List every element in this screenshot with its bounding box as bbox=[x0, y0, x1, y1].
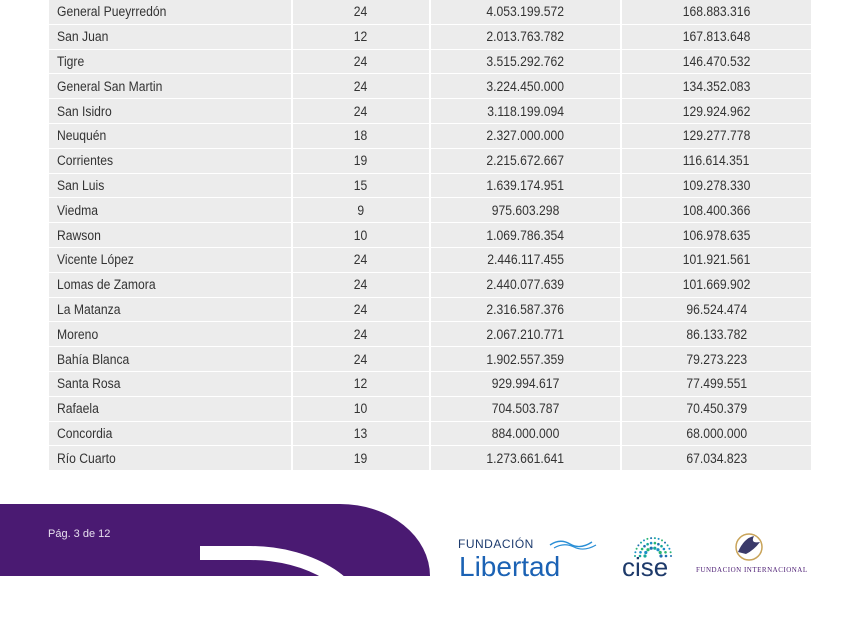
cell-months: 19 bbox=[293, 446, 429, 471]
table-row bbox=[49, 99, 811, 124]
logo1-line1: FUNDACIÓN bbox=[458, 537, 534, 551]
cell-months: 24 bbox=[293, 50, 429, 75]
cell-months: 19 bbox=[293, 149, 429, 174]
cell-months: 12 bbox=[293, 372, 429, 397]
table-row bbox=[49, 347, 811, 372]
cell-monthly: 108.400.366 bbox=[622, 198, 811, 223]
cell-city: Santa Rosa bbox=[49, 372, 291, 397]
cell-monthly: 134.352.083 bbox=[622, 74, 811, 99]
cell-total: 2.440.077.639 bbox=[431, 273, 620, 298]
cell-total: 704.503.787 bbox=[431, 397, 620, 422]
cell-total: 2.446.117.455 bbox=[431, 248, 620, 273]
cell-city: San Juan bbox=[49, 25, 291, 50]
cell-total: 2.316.587.376 bbox=[431, 298, 620, 323]
table-row bbox=[49, 124, 811, 149]
cell-city: Vicente López bbox=[49, 248, 291, 273]
cell-total: 3.224.450.000 bbox=[431, 74, 620, 99]
cell-monthly: 77.499.551 bbox=[622, 372, 811, 397]
cell-months: 15 bbox=[293, 174, 429, 199]
data-table bbox=[47, 0, 813, 471]
cell-months: 12 bbox=[293, 25, 429, 50]
table-row bbox=[49, 422, 811, 447]
table-row bbox=[49, 446, 811, 471]
fundacion-libertad-logo bbox=[458, 534, 608, 582]
bird-emblem-icon bbox=[724, 530, 774, 564]
cell-monthly: 116.614.351 bbox=[622, 149, 811, 174]
cell-months: 24 bbox=[293, 74, 429, 99]
cell-months: 24 bbox=[293, 347, 429, 372]
cell-city: San Luis bbox=[49, 174, 291, 199]
table-row bbox=[49, 248, 811, 273]
cell-monthly: 67.034.823 bbox=[622, 446, 811, 471]
cell-city: Bahía Blanca bbox=[49, 347, 291, 372]
table-row bbox=[49, 74, 811, 99]
data-table-container bbox=[49, 0, 809, 471]
cell-monthly: 79.273.223 bbox=[622, 347, 811, 372]
cell-total: 2.013.763.782 bbox=[431, 25, 620, 50]
table-row bbox=[49, 174, 811, 199]
cell-total: 1.902.557.359 bbox=[431, 347, 620, 372]
cell-months: 24 bbox=[293, 273, 429, 298]
cise-logo bbox=[620, 530, 686, 582]
cell-city: Concordia bbox=[49, 422, 291, 447]
table-row bbox=[49, 223, 811, 248]
cell-months: 9 bbox=[293, 198, 429, 223]
cell-total: 2.215.672.667 bbox=[431, 149, 620, 174]
cell-months: 24 bbox=[293, 99, 429, 124]
cell-city: Corrientes bbox=[49, 149, 291, 174]
cell-months: 24 bbox=[293, 0, 429, 25]
cell-total: 884.000.000 bbox=[431, 422, 620, 447]
cell-months: 13 bbox=[293, 422, 429, 447]
cell-monthly: 101.669.902 bbox=[622, 273, 811, 298]
cell-monthly: 129.924.962 bbox=[622, 99, 811, 124]
cell-city: Río Cuarto bbox=[49, 446, 291, 471]
cell-city: Neuquén bbox=[49, 124, 291, 149]
cell-monthly: 129.277.778 bbox=[622, 124, 811, 149]
cell-total: 1.069.786.354 bbox=[431, 223, 620, 248]
cell-total: 929.994.617 bbox=[431, 372, 620, 397]
cell-months: 24 bbox=[293, 248, 429, 273]
table-row bbox=[49, 298, 811, 323]
cell-monthly: 96.524.474 bbox=[622, 298, 811, 323]
table-row bbox=[49, 322, 811, 347]
cell-city: General Pueyrredón bbox=[49, 0, 291, 25]
cell-monthly: 68.000.000 bbox=[622, 422, 811, 447]
table-row bbox=[49, 397, 811, 422]
cell-total: 2.327.000.000 bbox=[431, 124, 620, 149]
logo1-line2: Libertad bbox=[459, 551, 561, 582]
table-body bbox=[49, 0, 811, 471]
cell-months: 18 bbox=[293, 124, 429, 149]
cell-total: 3.515.292.762 bbox=[431, 50, 620, 75]
table-row bbox=[49, 273, 811, 298]
cell-monthly: 101.921.561 bbox=[622, 248, 811, 273]
cell-city: La Matanza bbox=[49, 298, 291, 323]
cell-city: Moreno bbox=[49, 322, 291, 347]
cell-city: Rawson bbox=[49, 223, 291, 248]
cell-total: 975.603.298 bbox=[431, 198, 620, 223]
logo2-text: cise bbox=[622, 552, 669, 582]
table-row bbox=[49, 372, 811, 397]
cell-total: 4.053.199.572 bbox=[431, 0, 620, 25]
table-row bbox=[49, 198, 811, 223]
cell-months: 10 bbox=[293, 223, 429, 248]
cell-total: 2.067.210.771 bbox=[431, 322, 620, 347]
logo3-text: FUNDACION INTERNACIONAL bbox=[696, 566, 808, 574]
cell-months: 24 bbox=[293, 298, 429, 323]
cell-monthly: 70.450.379 bbox=[622, 397, 811, 422]
table-row bbox=[49, 25, 811, 50]
cell-city: Rafaela bbox=[49, 397, 291, 422]
cell-monthly: 168.883.316 bbox=[622, 0, 811, 25]
table-row bbox=[49, 50, 811, 75]
cell-months: 10 bbox=[293, 397, 429, 422]
cell-monthly: 146.470.532 bbox=[622, 50, 811, 75]
cell-total: 1.273.661.641 bbox=[431, 446, 620, 471]
cell-months: 24 bbox=[293, 322, 429, 347]
wave-icon bbox=[548, 536, 598, 552]
page-number: Pág. 3 de 12 bbox=[48, 528, 111, 540]
cell-total: 3.118.199.094 bbox=[431, 99, 620, 124]
cell-city: Lomas de Zamora bbox=[49, 273, 291, 298]
cell-monthly: 86.133.782 bbox=[622, 322, 811, 347]
cell-monthly: 106.978.635 bbox=[622, 223, 811, 248]
cell-city: San Isidro bbox=[49, 99, 291, 124]
cell-city: Viedma bbox=[49, 198, 291, 223]
cell-monthly: 167.813.648 bbox=[622, 25, 811, 50]
cell-city: Tigre bbox=[49, 50, 291, 75]
cell-city: General San Martin bbox=[49, 74, 291, 99]
cell-monthly: 109.278.330 bbox=[622, 174, 811, 199]
table-row bbox=[49, 149, 811, 174]
cell-total: 1.639.174.951 bbox=[431, 174, 620, 199]
fundacion-internacional-logo bbox=[696, 530, 826, 576]
table-row bbox=[49, 0, 811, 25]
